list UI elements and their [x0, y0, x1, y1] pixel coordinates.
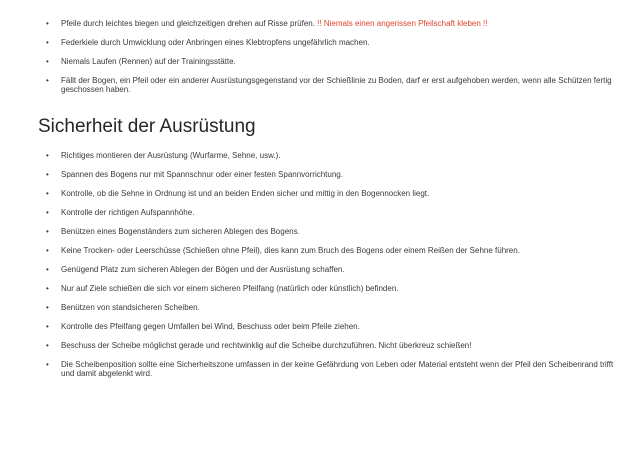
- bullet-icon: •: [46, 189, 49, 198]
- list-item: [46, 341, 626, 350]
- list-item: [46, 189, 626, 198]
- bullet-icon: •: [46, 284, 49, 293]
- bullet-icon: •: [46, 208, 49, 217]
- bullet-icon: •: [46, 322, 49, 331]
- bullet-icon: •: [46, 170, 49, 179]
- bullet-icon: •: [46, 303, 49, 312]
- list-item-text: Benützen von standsicheren Scheiben.: [61, 303, 200, 312]
- list-item: [46, 303, 626, 312]
- list-item: [46, 265, 626, 274]
- list-item: [46, 246, 626, 255]
- list-item-text: Federkiele durch Umwicklung oder Anbringen eines Klebtropfens ungefährlich machen.: [61, 38, 370, 47]
- list-item-text: Kontrolle der richtigen Aufspannhöhe.: [61, 208, 195, 217]
- list-item-text: Richtiges montieren der Ausrüstung (Wurfarme, Sehne, usw.).: [61, 151, 281, 160]
- list-item: [46, 227, 626, 236]
- list-item: [46, 57, 626, 66]
- bullet-icon: •: [46, 265, 49, 274]
- list-item: [46, 170, 626, 179]
- list-item-text: Benützen eines Bogenständers zum sicheren Ablegen des Bogens.: [61, 227, 300, 236]
- list-item: [46, 19, 626, 28]
- bullet-icon: •: [46, 360, 49, 369]
- list-item: [46, 38, 626, 47]
- list-item: [46, 360, 626, 378]
- list-item-text: Nur auf Ziele schießen die sich vor einem sicheren Pfeilfang (natürlich oder künstlich) befinden.: [61, 284, 399, 293]
- warning-marks: !!: [317, 19, 322, 28]
- bullet-icon: •: [46, 227, 49, 236]
- bullet-icon: •: [46, 151, 49, 160]
- list-item-text: Kontrolle, ob die Sehne in Ordnung ist und an beiden Enden sicher und mittig in den Bogennocken liegt.: [61, 189, 430, 198]
- bullet-icon: •: [46, 341, 49, 350]
- bullet-icon: •: [46, 57, 49, 66]
- list-item: [46, 284, 626, 293]
- section-heading: Sicherheit der Ausrüstung: [38, 116, 256, 137]
- safety-rules-list: [46, 19, 626, 94]
- list-item-text: Niemals Laufen (Rennen) auf der Trainingsstätte.: [61, 57, 236, 66]
- bullet-icon: •: [46, 19, 49, 28]
- list-item-text: Genügend Platz zum sicheren Ablegen der Bögen und der Ausrüstung schaffen.: [61, 265, 345, 274]
- warning-text: Niemals einen angerissen Pfeilschaft kleben !!: [321, 19, 488, 28]
- list-item-text: Fällt der Bogen, ein Pfeil oder ein anderer Ausrüstungsgegenstand vor der Schießlinie zu Boden, darf er erst aufgehoben werden, wenn alle Schützen fertig geschossen haben.: [61, 76, 612, 94]
- list-item: [46, 322, 626, 331]
- list-item-text: Beschuss der Scheibe möglichst gerade und rechtwinklig auf die Scheibe durchzuführen. Nicht überkreuz schießen!: [61, 341, 472, 350]
- bullet-icon: •: [46, 246, 49, 255]
- equipment-safety-list: [46, 151, 626, 378]
- bullet-icon: •: [46, 76, 49, 85]
- list-item: [46, 76, 626, 94]
- list-item: [46, 208, 626, 217]
- list-item-text: Spannen des Bogens nur mit Spannschnur oder einer festen Spannvorrichtung.: [61, 170, 343, 179]
- list-item: [46, 151, 626, 160]
- list-item-text: Die Scheibenposition sollte eine Sicherheitszone umfassen in der keine Gefährdung von Leben oder Material entsteht wenn der Pfeil den Scheibenrand trifft und damit abgelenkt wird.: [61, 360, 614, 378]
- list-item-text: Keine Trocken- oder Leerschüsse (Schießen ohne Pfeil), dies kann zum Bruch des Bogens oder einem Reißen der Sehne führen.: [61, 246, 520, 255]
- list-item-text: Pfeile durch leichtes biegen und gleichzeitigen drehen auf Risse prüfen.: [61, 19, 318, 28]
- list-item-text: Kontrolle des Pfeilfang gegen Umfallen bei Wind, Beschuss oder beim Pfeile ziehen.: [61, 322, 360, 331]
- bullet-icon: •: [46, 38, 49, 47]
